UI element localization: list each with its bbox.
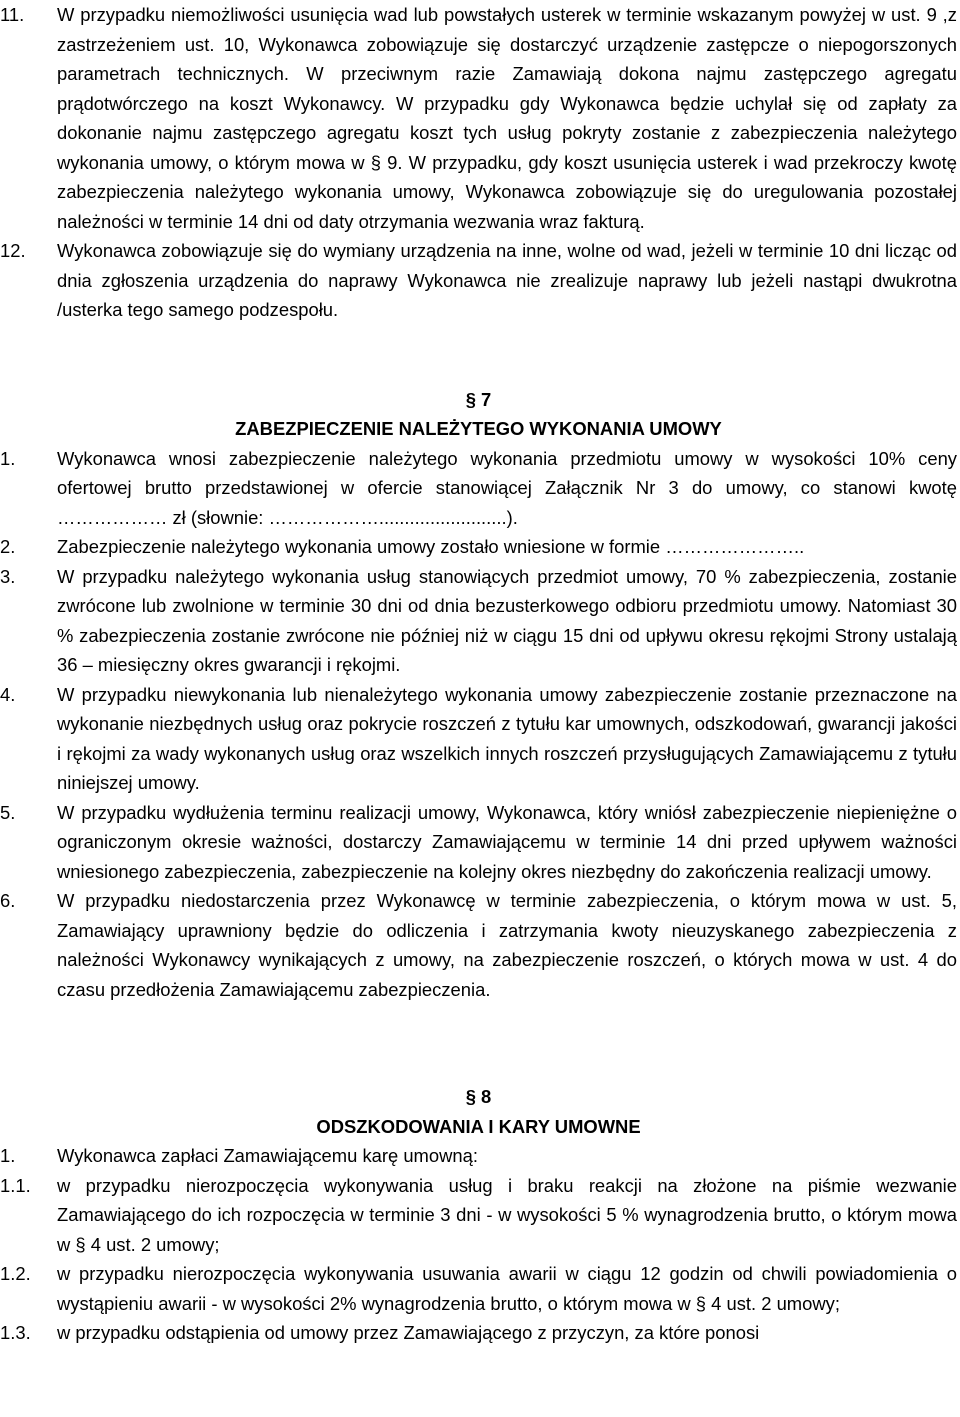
section-8-item-1 [0,1141,957,1171]
section-7-item-1 [0,444,957,533]
section-8-item-1-1 [0,1171,957,1260]
section-8-item-1-3 [0,1318,957,1348]
section-7-item-4 [0,680,957,798]
item-text: Wykonawca zapłaci Zamawiającemu karę umowną: [57,1145,478,1166]
spacer [0,325,957,385]
item-text: W przypadku niedostarczenia przez Wykonawcę w terminie zabezpieczenia, o którym mowa w ust. 5, Zamawiający uprawniony będzie do odliczenia i zatrzymania kwoty nieuzyskanego zabezpieczenia z należności Wykonawcy wynikających z umowy, na zabezpieczenie roszczeń, o których mowa w ust. 4 do czasu przedłożenia Zamawiającemu zabezpieczenia. [57,890,957,1000]
section-title: ZABEZPIECZENIE NALEŻYTEGO WYKONANIA UMOWY [235,418,722,439]
item-number: 1.3. [0,1322,31,1343]
section-7-item-6 [0,886,957,1004]
section-7-item-5 [0,798,957,887]
paragraph-11 [0,0,957,236]
item-text: w przypadku odstąpienia od umowy przez Zamawiającego z przyczyn, za które ponosi [57,1322,760,1343]
item-text: w przypadku nierozpoczęcia wykonywania usuwania awarii w ciągu 12 godzin od chwili powiadomienia o wystąpieniu awarii - w wysokości 2% wynagrodzenia brutto, o którym mowa w § 4 ust. 2 umowy; [57,1263,957,1314]
paragraph-number: 11. [0,4,25,25]
item-number: 1. [0,1145,16,1166]
item-number: 5. [0,801,16,823]
section-number: § 7 [465,388,492,410]
item-text: Wykonawca wnosi zabezpieczenie należytego wykonania przedmiotu umowy w wysokości 10% ceny ofertowej brutto przedstawionej w ofercie stanowiącej Załącznik Nr 3 do umowy, co stanowi kwotę ……………… zł (słownie: ……………….........................). [57,447,957,528]
item-number: 2. [0,536,16,557]
item-text: W przypadku niewykonania lub nienależytego wykonania umowy zabezpieczenie zostanie przeznaczone na wykonanie niezbędnych usług oraz pokrycie roszczeń z tytułu kar umownych, odszkodowań, gwarancji jakości i rękojmi za wady wykonanych usług oraz wszelkich innych roszczeń przysługujących Zamawiającemu z tytułu niniejszej umowy. [57,683,957,793]
item-number: 1. [0,447,16,469]
item-number: 1.2. [0,1263,31,1284]
item-number: 4. [0,683,16,705]
item-number: 3. [0,565,16,587]
paragraph-number: 12. [0,240,26,261]
item-text: Zabezpieczenie należytego wykonania umowy zostało wniesione w formie ………………….. [57,536,805,557]
spacer [0,1004,957,1082]
section-7-item-2 [0,532,957,562]
section-7-item-3 [0,562,957,680]
section-8-item-1-2 [0,1259,957,1318]
paragraph-12 [0,236,957,325]
item-text: W przypadku należytego wykonania usług stanowiących przedmiot umowy, 70 % zabezpieczenia, zostanie zwrócone lub zwolnione w terminie 30 dni od dnia bezusterkowego odbioru przedmiotu umowy. Natomiast 30 % zabezpieczenia zostanie zwrócone nie później niż w ciągu 15 dni od upływu okresu rękojmi Strony ustalają 36 – miesięczny okres gwarancji i rękojmi. [57,565,957,675]
section-7-heading [0,385,957,444]
section-title: ODSZKODOWANIA I KARY UMOWNE [316,1115,641,1137]
item-text: W przypadku wydłużenia terminu realizacji umowy, Wykonawca, który wniósł zabezpieczenie niepieniężne o ograniczonym okresie ważności, dostarczy Zamawiającemu w terminie 14 dni przed upływem ważności wniesionego zabezpieczenia, zabezpieczenie na kolejny okres niezbędny do zakończenia realizacji umowy. [57,801,957,882]
item-number: 1.1. [0,1174,31,1196]
section-number: § 8 [465,1086,492,1107]
item-number: 6. [0,890,16,911]
paragraph-text: W przypadku niemożliwości usunięcia wad lub powstałych usterek w terminie wskazanym powyżej w ust. 9 ,z zastrzeżeniem ust. 10, Wykonawca zobowiązuje się dostarczyć urządzenie zastępcze o niepogorszonych parametrach technicznych. W przeciwnym razie Zamawiają dokona najmu zastępczego agregatu prądotwórczego na koszt Wykonawcy. W przypadku gdy Wykonawca będzie uchylał się od zapłaty za dokonanie najmu zastępczego agregatu koszt tych usług pokryty zostanie z zabezpieczenia należytego wykonania umowy, o którym mowa w § 9. W przypadku, gdy koszt usunięcia usterek i wad przekroczy kwotę zabezpieczenia należytego wykonania umowy, Wykonawca zobowiązuje się do uregulowania pozostałej należności w terminie 14 dni od daty otrzymania wezwania wraz fakturą. [57,4,957,232]
section-8-heading [0,1082,957,1141]
paragraph-text: Wykonawca zobowiązuje się do wymiany urządzenia na inne, wolne od wad, jeżeli w terminie 10 dni licząc od dnia zgłoszenia urządzenia do naprawy Wykonawca nie zrealizuje naprawy lub jeżeli nastąpi dwukrotna /usterka tego samego podzespołu. [57,240,957,320]
item-text: w przypadku nierozpoczęcia wykonywania usług i braku reakcji na złożone na piśmie wezwanie Zamawiającego do ich rozpoczęcia w terminie 3 dni - w wysokości 5 % wynagrodzenia brutto, o którym mowa w § 4 ust. 2 umowy; [57,1174,957,1255]
